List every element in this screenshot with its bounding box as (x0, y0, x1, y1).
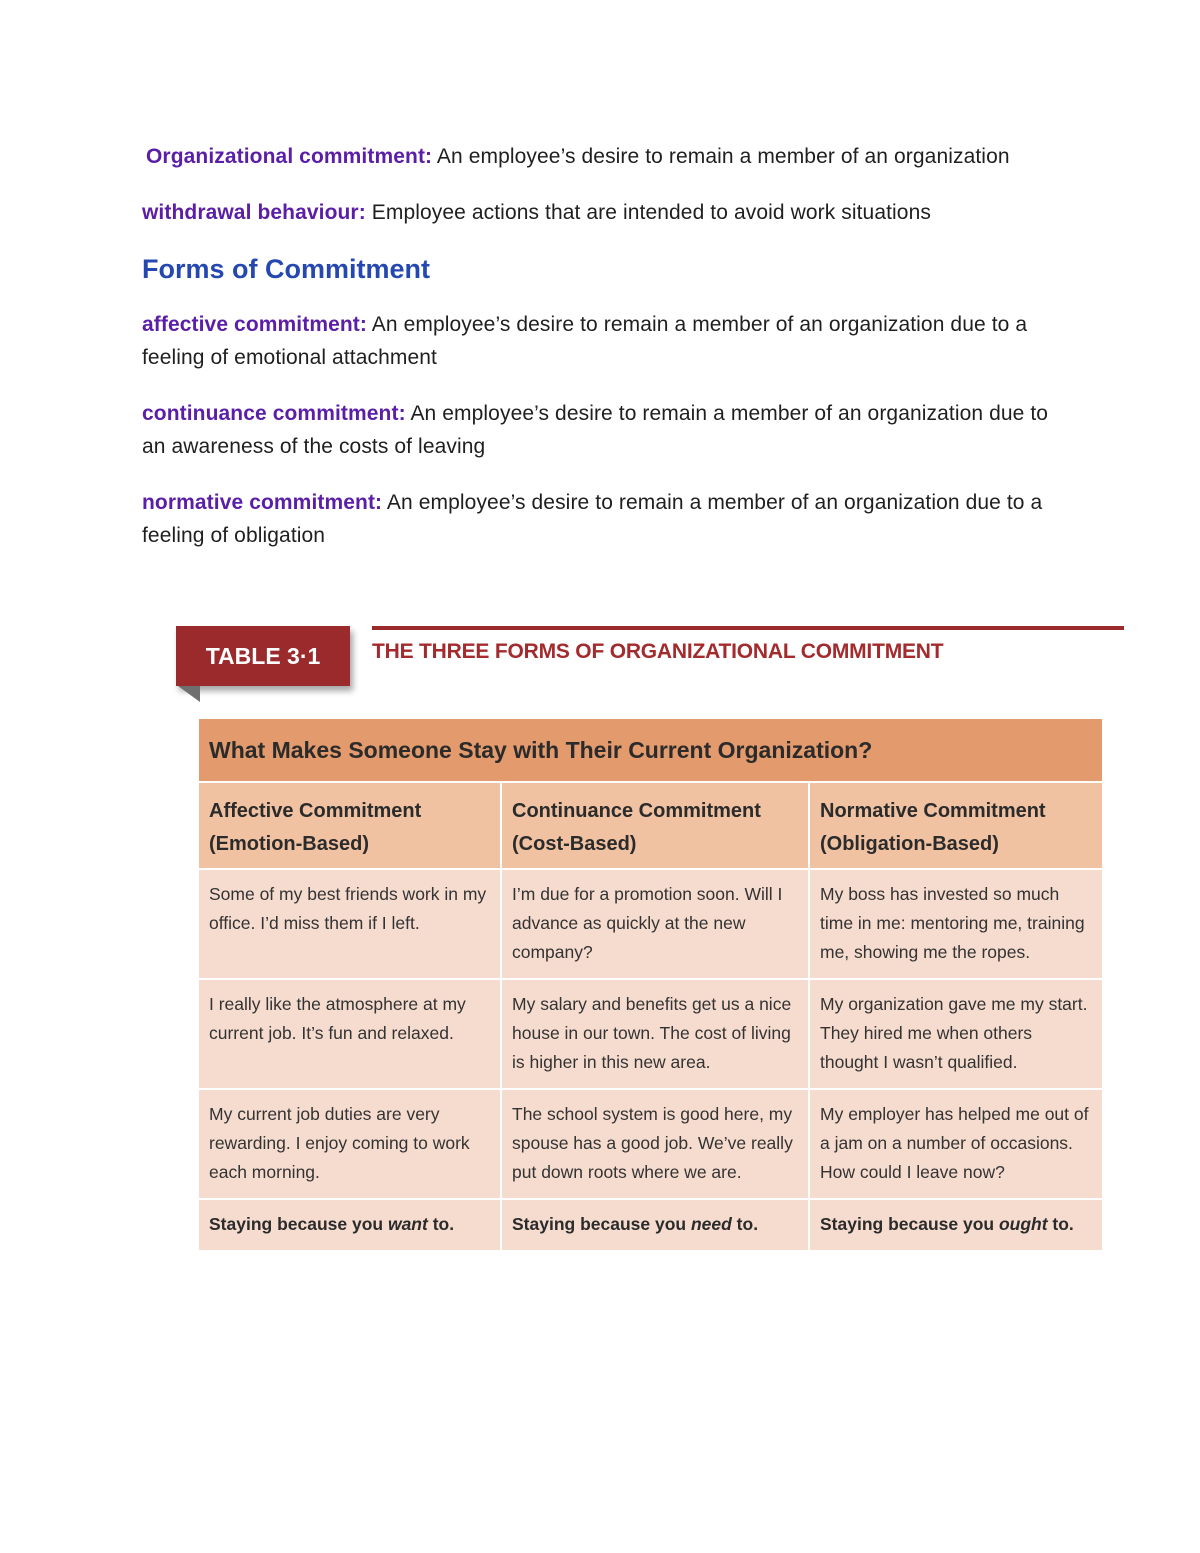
footer-cell-continuance (501, 1199, 809, 1251)
column-header-continuance (501, 782, 809, 869)
table-cell: My current job duties are very rewarding. I enjoy coming to work each morning. (198, 1089, 501, 1199)
definition-text: An employee’s desire to remain a member of an organization due to an awareness of the costs of leaving (142, 402, 1049, 458)
table-header-row (198, 782, 1103, 869)
footer-text: Staying because you (820, 1214, 999, 1234)
table-cell: I really like the atmosphere at my current job. It’s fun and relaxed. (198, 979, 501, 1089)
table-row (198, 979, 1103, 1089)
table-footer-row (198, 1199, 1103, 1251)
table-title-rule (372, 626, 1124, 630)
footer-text: to. (1047, 1214, 1074, 1234)
column-basis: (Emotion-Based) (209, 833, 369, 855)
column-header-affective (198, 782, 501, 869)
table-cell: I’m due for a promotion soon. Will I advance as quickly at the new company? (501, 869, 809, 979)
definition-term: withdrawal behaviour: (142, 201, 366, 224)
definition-term: affective commitment: (142, 313, 367, 336)
definition-normative-commitment (142, 486, 1072, 552)
section-heading: Forms of Commitment (142, 254, 431, 284)
definition-text: An employee’s desire to remain a member of an organization due to a feeling of obligation (142, 491, 1043, 547)
column-basis: (Cost-Based) (512, 833, 637, 855)
table-caption: What Makes Someone Stay with Their Current Organization? (198, 718, 1103, 782)
definition-continuance-commitment (142, 397, 1072, 463)
table-cell: Some of my best friends work in my office. I’d miss them if I left. (198, 869, 501, 979)
document-body (142, 140, 1072, 575)
table-cell: My boss has invested so much time in me: mentoring me, training me, showing me the ropes. (809, 869, 1103, 979)
table-cell: My organization gave me my start. They hired me when others thought I wasn’t qualified. (809, 979, 1103, 1089)
column-name: Continuance Commitment (512, 800, 761, 822)
table-caption-row (198, 718, 1103, 782)
definition-withdrawal-behaviour (142, 196, 1072, 229)
definition-text: An employee’s desire to remain a member of an organization due to a feeling of emotional attachment (142, 313, 1028, 369)
footer-emphasis: need (690, 1214, 732, 1234)
table-cell: My salary and benefits get us a nice house in our town. The cost of living is higher in this new area. (501, 979, 809, 1089)
column-basis: (Obligation-Based) (820, 833, 999, 855)
definition-term: continuance commitment: (142, 402, 406, 425)
table-row (198, 1089, 1103, 1199)
definition-text: An employee’s desire to remain a member of an organization (432, 145, 1010, 168)
definition-affective-commitment (142, 308, 1072, 374)
definition-term: normative commitment: (142, 491, 383, 514)
footer-text: to. (731, 1214, 759, 1234)
footer-cell-affective (198, 1199, 501, 1251)
table-row (198, 869, 1103, 979)
table-cell: My employer has helped me out of a jam on a number of occasions. How could I leave now? (809, 1089, 1103, 1199)
footer-text: Staying because you (209, 1214, 388, 1234)
footer-text: to. (427, 1214, 455, 1234)
column-header-normative (809, 782, 1103, 869)
column-name: Normative Commitment (820, 800, 1046, 822)
table-title: THE THREE FORMS OF ORGANIZATIONAL COMMITMENT (372, 640, 944, 663)
footer-emphasis: ought (998, 1214, 1048, 1234)
table-figure (176, 622, 1124, 1247)
definition-term: Organizational commitment: (146, 145, 433, 168)
commitment-table (197, 717, 1104, 1252)
footer-text: Staying because you (512, 1214, 691, 1234)
footer-cell-normative (809, 1199, 1103, 1251)
definition-text: Employee actions that are intended to avoid work situations (365, 201, 931, 224)
footer-emphasis: want (387, 1214, 428, 1234)
column-name: Affective Commitment (209, 800, 422, 822)
table-label: TABLE 3·1 (176, 626, 350, 686)
table-cell: The school system is good here, my spouse has a good job. We’ve really put down roots where we are. (501, 1089, 809, 1199)
definition-organizational-commitment (142, 140, 1072, 173)
table-label-fold (178, 686, 200, 702)
